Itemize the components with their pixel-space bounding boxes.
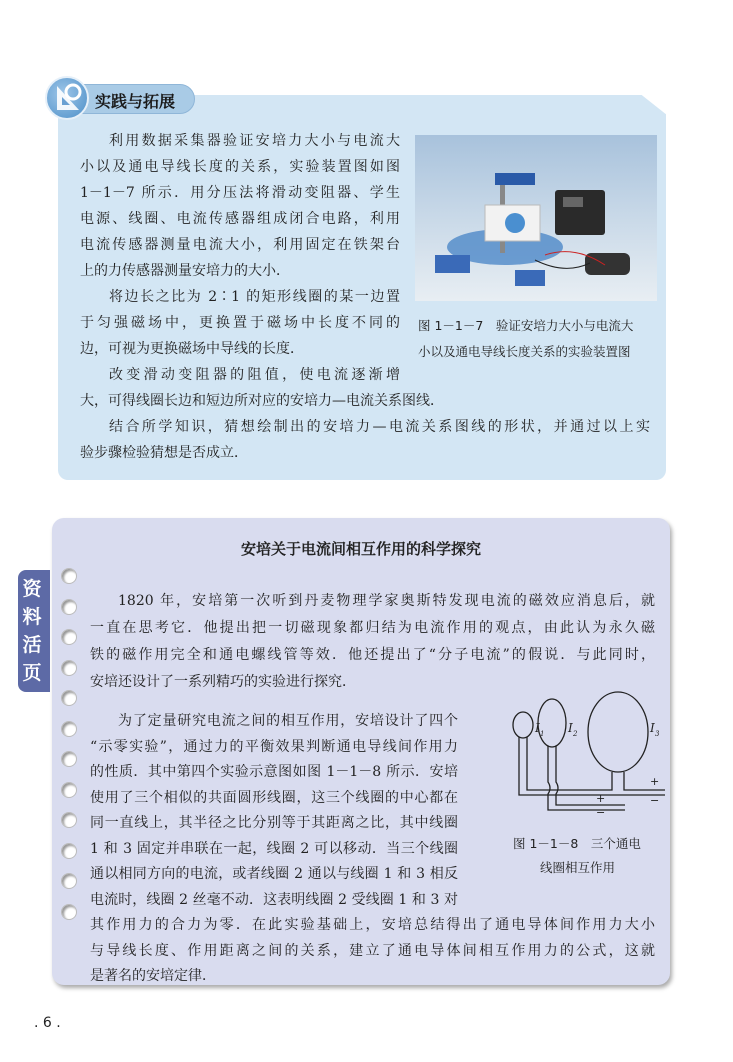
reading-text-line: 通以相同方向的电流，或者线圈 2 通以与线圈 1 和 3 相反 bbox=[90, 866, 458, 882]
reading-text-line: 为了定量研究电流之间的相互作用，安培设计了四个 bbox=[118, 713, 458, 729]
label-minus-2: − bbox=[596, 806, 606, 815]
reading-tab-label: 资料活页 bbox=[22, 578, 42, 684]
practice-text-line: 结合所学知识，猜想绘制出的安培力—电流关系图线的形状，并通过以上实 bbox=[109, 419, 650, 435]
figure-1-1-7-caption-line2: 小以及通电导线长度关系的实验装置图 bbox=[418, 344, 631, 359]
binder-hole bbox=[61, 599, 77, 615]
binder-hole bbox=[61, 873, 77, 889]
reading-text-line: 是著名的安培定律． bbox=[90, 968, 216, 984]
practice-text-line: 电源、线圈、电流传感器组成闭合电路，利用 bbox=[80, 211, 400, 227]
reading-text-line: 一直在思考它．他提出把一切磁现象都归结为电流作用的观点，由此认为永久磁 bbox=[90, 620, 655, 636]
label-plus-2: + bbox=[596, 792, 606, 805]
practice-text-line: 上的力传感器测量安培力的大小． bbox=[80, 263, 290, 279]
figure-1-1-8-caption-line2: 线圈相互作用 bbox=[540, 860, 616, 875]
binder-hole bbox=[61, 812, 77, 828]
figure-1-1-8-coils-diagram bbox=[500, 690, 665, 815]
practice-text-line: 边，可视为更换磁场中导线的长度． bbox=[80, 341, 304, 357]
experiment-apparatus-photo bbox=[415, 135, 657, 301]
practice-text-line: 改变滑动变阻器的阻值，使电流逐渐增 bbox=[109, 367, 400, 383]
reading-tab bbox=[18, 570, 50, 692]
practice-text-line: 电流传感器测量电流大小，利用固定在铁架台 bbox=[80, 237, 400, 253]
practice-heading: 实践与拓展 bbox=[95, 92, 176, 111]
binder-hole bbox=[61, 904, 77, 920]
reading-text-line: 与导线长度、作用距离之间的关系，建立了通电导体间相互作用力的公式，这就 bbox=[90, 942, 655, 959]
reading-text-line: 同一直线上，其半径之比分别等于其距离之比，其中线圈 bbox=[90, 815, 458, 831]
binder-hole bbox=[61, 660, 77, 676]
label-i1-sub: 1 bbox=[540, 730, 545, 738]
label-i2: I bbox=[568, 721, 573, 735]
reading-text-line: 1820 年，安培第一次听到丹麦物理学家奥斯特发现电流的磁效应消息后，就 bbox=[118, 593, 655, 609]
figure-1-1-7-caption-line1: 图 1－1－7 验证安培力大小与电流大 bbox=[418, 318, 634, 333]
practice-text-line: 于匀强磁场中，更换置于磁场中长度不同的 bbox=[80, 315, 400, 331]
reading-text-line: 其作用力的合力为零．在此实验基础上，安培总结得出了通电导体间作用力大小 bbox=[90, 917, 655, 933]
label-minus-1: − bbox=[650, 794, 660, 807]
practice-text-line: 大，可得线圈长边和短边所对应的安培力—电流关系图线． bbox=[80, 393, 444, 409]
label-i1: I bbox=[535, 721, 540, 735]
label-i3-sub: 3 bbox=[655, 730, 660, 738]
reading-text-line: 的性质．其中第四个实验示意图如图 1－1－8 所示．安培 bbox=[90, 764, 458, 780]
binder-hole bbox=[61, 751, 77, 767]
practice-text-line: 验步骤检验猜想是否成立． bbox=[80, 445, 248, 461]
label-plus-1: + bbox=[650, 775, 660, 788]
label-i3: I bbox=[650, 721, 655, 735]
reading-text-line: 1 和 3 固定并串联在一起，线圈 2 可以移动．当三个线圈 bbox=[90, 840, 458, 857]
reading-title: 安培关于电流间相互作用的科学探究 bbox=[240, 540, 481, 558]
reading-text-line: 铁的磁作用完全和通电螺线管等效．他还提出了“分子电流”的假说．与此同时， bbox=[90, 647, 655, 663]
reading-text-line: 使用了三个相似的共面圆形线圈，这三个线圈的中心都在 bbox=[90, 789, 458, 806]
page-number: . 6 . bbox=[34, 1015, 61, 1031]
reading-text-line: 安培还设计了一系列精巧的实验进行探究． bbox=[90, 674, 356, 690]
reading-text-line: “示零实验”，通过力的平衡效果判断通电导线间作用力 bbox=[90, 738, 458, 755]
ruler-triangle-icon bbox=[45, 76, 89, 120]
binder-hole bbox=[61, 629, 77, 645]
binder-hole bbox=[61, 843, 77, 859]
practice-text-line: 利用数据采集器验证安培力大小与电流大 bbox=[109, 133, 400, 149]
practice-text-line: 将边长之比为 2∶1 的矩形线圈的某一边置 bbox=[109, 289, 400, 305]
binder-hole bbox=[61, 721, 77, 737]
reading-text-line: 电流时，线圈 2 丝毫不动．这表明线圈 2 受线圈 1 和 3 对 bbox=[90, 891, 458, 908]
binder-hole bbox=[61, 568, 77, 584]
practice-text-line: 小以及通电导线长度的关系，实验装置图如图 bbox=[80, 159, 400, 175]
practice-text-line: 1－1－7 所示．用分压法将滑动变阻器、学生 bbox=[80, 185, 400, 201]
label-i2-sub: 2 bbox=[573, 730, 578, 738]
figure-1-1-8-caption-line1: 图 1－1－8 三个通电 bbox=[513, 836, 641, 851]
binder-hole bbox=[61, 782, 77, 798]
binder-hole bbox=[61, 690, 77, 706]
